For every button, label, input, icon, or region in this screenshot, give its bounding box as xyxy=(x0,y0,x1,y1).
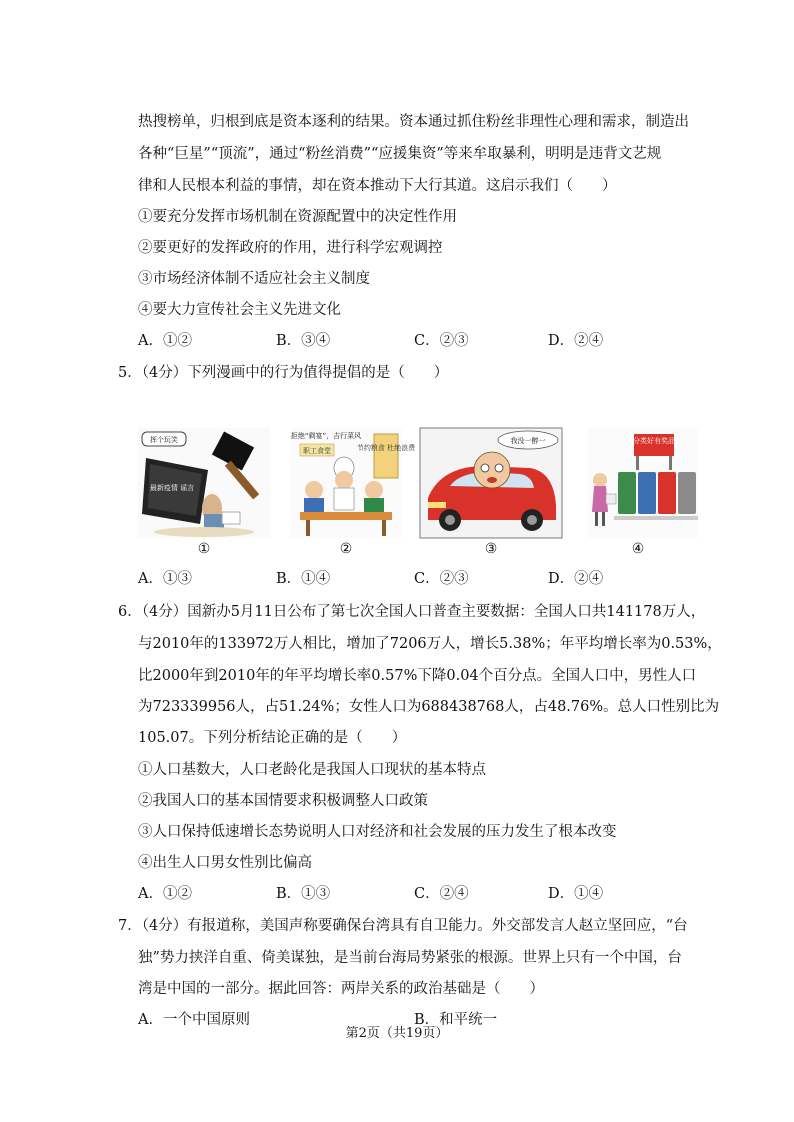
cartoon-4-caption: ④ xyxy=(631,541,645,557)
q5-option-a[interactable]: A．①③ xyxy=(138,571,192,587)
q5-stem: 5．（4分）下列漫画中的行为值得提倡的是（ ） xyxy=(118,365,449,381)
cartoon-2-canteen xyxy=(290,428,416,538)
q6-statement-1: ①人口基数大，人口老龄化是我国人口现状的基本特点 xyxy=(138,762,486,778)
cartoon-1-tag-text: 挥个玩笑 xyxy=(150,436,178,444)
q4-line-1: 热搜榜单，归根到底是资本逐利的结果。资本通过抓住粉丝非理性心理和需求，制造出 xyxy=(138,114,689,130)
cartoon-1-screen-text: 最新疫情 谣言 xyxy=(149,484,195,492)
cartoon-2-board-text: 职工食堂 xyxy=(303,447,331,455)
q4-statement-1: ①要充分发挥市场机制在资源配置中的决定性作用 xyxy=(138,209,457,225)
q4-option-b[interactable]: B．③④ xyxy=(276,333,331,349)
cartoon-1-rumor-hammer xyxy=(138,428,270,538)
cartoon-4-sign-text: 分类好有奖品 xyxy=(633,437,675,445)
q4-option-a[interactable]: A．①② xyxy=(138,333,192,349)
q6-line-5: 105.07。下列分析结论正确的是（ ） xyxy=(138,730,407,746)
q7-line-2: 独”势力挟洋自重、倚美谋独，是当前台海局势紧张的根源。世界上只有一个中国，台 xyxy=(138,950,682,966)
q4-statement-3: ③市场经济体制不适应社会主义制度 xyxy=(138,271,370,287)
q7-option-a[interactable]: A．一个中国原则 xyxy=(138,1012,250,1028)
q6-options xyxy=(138,884,698,904)
q6-line-4: 为723339956人，占51.24%；女性人口为688438768人，占48.76%。总人口性别比为 xyxy=(138,699,720,715)
cartoon-3-drunk-driving xyxy=(420,428,562,538)
cartoon-2-caption: ② xyxy=(339,541,353,557)
q6-option-c[interactable]: C．②④ xyxy=(414,886,469,902)
q6-line-2: 与2010年的133972万人相比，增加了7206万人，增长5.38%；年平均增长率为0.53%， xyxy=(138,636,722,652)
q4-statement-2: ②要更好的发挥政府的作用，进行科学宏观调控 xyxy=(138,240,443,256)
q4-option-c[interactable]: C．②③ xyxy=(414,333,469,349)
q5-options xyxy=(138,569,698,589)
q5-option-c[interactable]: C．②③ xyxy=(414,571,469,587)
q6-line-3: 比2000年到2010年的年平均增长率0.57%下降0.04个百分点。全国人口中，男性人口 xyxy=(138,668,697,684)
cartoon-1-caption: ① xyxy=(197,541,211,557)
q6-option-b[interactable]: B．①③ xyxy=(276,886,331,902)
cartoon-4-garbage-sorting xyxy=(588,428,698,538)
q4-line-3: 律和人民根本利益的事情，却在资本推动下大行其道。这启示我们（ ） xyxy=(138,178,617,194)
q6-line-1: 6．（4分）国新办5月11日公布了第七次全国人口普查主要数据：全国人口共141178万人， xyxy=(118,604,706,620)
q6-statement-4: ④出生人口男女性别比偏高 xyxy=(138,855,312,871)
q7-option-b[interactable]: B．和平统一 xyxy=(414,1012,498,1028)
q4-statement-4: ④要大力宣传社会主义先进文化 xyxy=(138,302,341,318)
q7-line-1: 7．（4分）有报道称，美国声称要确保台湾具有自卫能力。外交部发言人赵立坚回应，“台 xyxy=(118,918,688,934)
q6-option-a[interactable]: A．①② xyxy=(138,886,192,902)
cartoon-3-bubble-text: 我没一醉一 xyxy=(510,437,546,445)
q6-statement-3: ③人口保持低速增长态势说明人口对经济和社会发展的压力发生了根本改变 xyxy=(138,824,617,840)
q6-option-d[interactable]: D．①④ xyxy=(548,886,604,902)
q4-option-d[interactable]: D．②④ xyxy=(548,333,604,349)
q5-cartoons xyxy=(138,428,698,558)
q5-option-d[interactable]: D．②④ xyxy=(548,571,604,587)
cartoon-2-top-text: 拒绝“剩宴”，吉行菜风 xyxy=(290,432,362,440)
page-footer: 第2页（共19页） xyxy=(345,1026,449,1041)
q5-option-b[interactable]: B．①④ xyxy=(276,571,331,587)
q4-line-2: 各种“巨星”“顶流”，通过“粉丝消费”“应援集资”等来牟取暴利，明明是违背文艺规 xyxy=(138,146,662,162)
cartoon-3-caption: ③ xyxy=(484,541,498,557)
q7-line-3: 湾是中国的一部分。据此回答：两岸关系的政治基础是（ ） xyxy=(138,981,544,997)
q6-statement-2: ②我国人口的基本国情要求积极调整人口政策 xyxy=(138,793,428,809)
cartoon-2-side-text: 节约粮食 杜绝浪费 xyxy=(356,444,416,452)
q4-options xyxy=(138,331,698,351)
